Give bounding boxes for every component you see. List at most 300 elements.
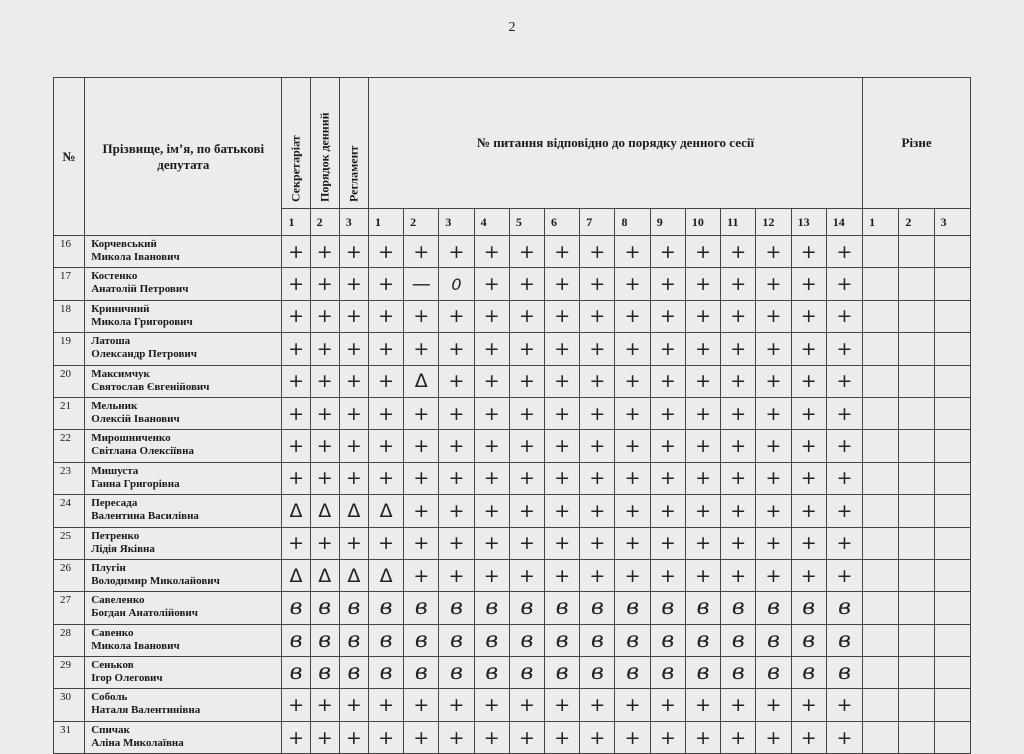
- vote-mark: +: [721, 689, 756, 721]
- vote-mark: +: [615, 689, 650, 721]
- vote-mark: +: [509, 430, 544, 462]
- vote-mark: +: [368, 721, 403, 753]
- row-number: 25: [54, 527, 85, 559]
- vote-mark: в: [650, 624, 685, 656]
- vote-mark: [934, 365, 970, 397]
- vote-mark: +: [791, 300, 826, 332]
- question-number: 1: [368, 209, 403, 236]
- vote-mark: в: [580, 592, 615, 624]
- vote-mark: +: [721, 365, 756, 397]
- vote-mark: +: [474, 462, 509, 494]
- vote-mark: +: [439, 689, 474, 721]
- procedural-number: 1: [282, 209, 310, 236]
- vote-mark: +: [685, 462, 720, 494]
- question-number: 8: [615, 209, 650, 236]
- vote-mark: в: [474, 592, 509, 624]
- vote-mark: [934, 430, 970, 462]
- vote-mark: +: [474, 268, 509, 300]
- vote-mark: +: [650, 430, 685, 462]
- vote-mark: +: [580, 236, 615, 268]
- vote-mark: +: [791, 689, 826, 721]
- vote-mark: в: [826, 592, 862, 624]
- vote-mark: +: [756, 689, 791, 721]
- deputy-surname: Пересада: [91, 497, 138, 510]
- vote-mark: +: [282, 397, 310, 429]
- vote-mark: в: [282, 624, 310, 656]
- vote-mark: в: [756, 657, 791, 689]
- deputy-surname: Криничний: [91, 302, 150, 315]
- vote-mark: +: [756, 495, 791, 527]
- vote-mark: +: [439, 236, 474, 268]
- vote-mark: +: [756, 397, 791, 429]
- vote-mark: +: [509, 300, 544, 332]
- table-row: [54, 462, 971, 494]
- row-number: 28: [54, 624, 85, 656]
- row-number: 19: [54, 333, 85, 365]
- vote-mark: +: [474, 721, 509, 753]
- question-number: 12: [756, 209, 791, 236]
- vote-mark: [899, 527, 934, 559]
- vote-mark: +: [650, 721, 685, 753]
- vote-mark: +: [685, 430, 720, 462]
- vote-mark: +: [615, 495, 650, 527]
- vote-mark: +: [339, 365, 368, 397]
- vote-mark: +: [650, 236, 685, 268]
- vote-mark: в: [509, 624, 544, 656]
- procedural-number: 3: [339, 209, 368, 236]
- vote-mark: [863, 721, 899, 753]
- vote-mark: [934, 462, 970, 494]
- vote-mark: +: [545, 236, 580, 268]
- deputy-surname: Мельник: [91, 399, 138, 412]
- row-number: 20: [54, 365, 85, 397]
- vote-mark: в: [545, 592, 580, 624]
- row-number: 17: [54, 268, 85, 300]
- vote-mark: [863, 689, 899, 721]
- vote-mark: +: [310, 365, 339, 397]
- vote-mark: +: [282, 365, 310, 397]
- vote-mark: в: [685, 624, 720, 656]
- vote-mark: +: [310, 721, 339, 753]
- vote-mark: Δ: [339, 559, 368, 591]
- vote-mark: +: [791, 527, 826, 559]
- vote-mark: +: [580, 397, 615, 429]
- vote-mark: +: [339, 397, 368, 429]
- vote-mark: +: [439, 462, 474, 494]
- vote-mark: [934, 689, 970, 721]
- vote-mark: +: [756, 300, 791, 332]
- vote-mark: в: [791, 592, 826, 624]
- vote-mark: Δ: [404, 365, 439, 397]
- vote-mark: в: [615, 592, 650, 624]
- vote-mark: +: [721, 559, 756, 591]
- vote-mark: в: [580, 624, 615, 656]
- vote-mark: +: [650, 689, 685, 721]
- vote-mark: +: [756, 721, 791, 753]
- vote-mark: +: [580, 333, 615, 365]
- vote-mark: +: [368, 430, 403, 462]
- vote-mark: в: [368, 592, 403, 624]
- vote-mark: +: [474, 689, 509, 721]
- vote-mark: +: [368, 527, 403, 559]
- misc-number: 3: [934, 209, 970, 236]
- vote-mark: +: [404, 559, 439, 591]
- deputy-given-names: Микола Іванович: [91, 251, 180, 263]
- vote-mark: +: [368, 333, 403, 365]
- vote-mark: +: [545, 397, 580, 429]
- vote-mark: +: [826, 721, 862, 753]
- vote-mark: +: [282, 430, 310, 462]
- vote-mark: +: [282, 268, 310, 300]
- vote-mark: в: [339, 624, 368, 656]
- vote-mark: +: [310, 430, 339, 462]
- vote-mark: +: [509, 462, 544, 494]
- deputy-given-names: Валентина Василівна: [91, 510, 199, 523]
- vote-mark: +: [474, 559, 509, 591]
- vote-mark: +: [685, 495, 720, 527]
- vote-mark: +: [580, 527, 615, 559]
- vote-mark: [863, 365, 899, 397]
- vote-mark: +: [509, 721, 544, 753]
- row-number: 24: [54, 495, 85, 527]
- vote-mark: +: [826, 365, 862, 397]
- deputy-name: [85, 236, 282, 268]
- vote-mark: +: [545, 721, 580, 753]
- vote-mark: в: [791, 657, 826, 689]
- deputy-given-names: Володимир Миколайович: [91, 574, 220, 587]
- row-number: 18: [54, 300, 85, 332]
- vote-mark: +: [545, 365, 580, 397]
- vote-mark: в: [404, 657, 439, 689]
- vote-mark: +: [368, 365, 403, 397]
- vote-mark: [863, 592, 899, 624]
- deputy-surname: Максимчук: [91, 367, 150, 380]
- vote-mark: +: [721, 268, 756, 300]
- deputy-given-names: Олексій Іванович: [91, 412, 180, 425]
- vote-mark: +: [282, 527, 310, 559]
- vote-mark: +: [439, 397, 474, 429]
- vote-mark: в: [509, 657, 544, 689]
- vote-mark: +: [826, 462, 862, 494]
- vote-mark: +: [721, 721, 756, 753]
- vote-mark: [934, 333, 970, 365]
- vote-mark: в: [545, 624, 580, 656]
- table-row: [54, 495, 971, 527]
- vote-mark: +: [580, 689, 615, 721]
- question-number: 3: [439, 209, 474, 236]
- vote-mark: +: [282, 689, 310, 721]
- deputy-given-names: Ігор Олегович: [91, 672, 163, 685]
- vote-mark: +: [509, 397, 544, 429]
- vote-mark: +: [310, 268, 339, 300]
- vote-mark: Δ: [368, 495, 403, 527]
- vote-mark: в: [791, 624, 826, 656]
- vote-mark: +: [439, 333, 474, 365]
- vote-mark: +: [509, 527, 544, 559]
- vote-mark: в: [474, 657, 509, 689]
- vote-mark: в: [310, 624, 339, 656]
- vote-mark: +: [282, 300, 310, 332]
- vote-mark: +: [615, 300, 650, 332]
- deputy-name: [85, 689, 282, 721]
- vote-mark: [863, 462, 899, 494]
- vote-mark: +: [615, 397, 650, 429]
- vote-mark: +: [826, 333, 862, 365]
- vote-mark: [863, 624, 899, 656]
- table-row: [54, 721, 971, 753]
- vote-mark: +: [685, 397, 720, 429]
- vote-mark: +: [826, 300, 862, 332]
- vote-mark: в: [756, 592, 791, 624]
- deputy-name: [85, 527, 282, 559]
- vote-mark: +: [791, 268, 826, 300]
- vote-mark: +: [310, 689, 339, 721]
- deputy-surname: Мирошниченко: [91, 432, 171, 445]
- vote-mark: в: [282, 592, 310, 624]
- vote-mark: +: [685, 333, 720, 365]
- vote-mark: [899, 689, 934, 721]
- vote-mark: +: [339, 462, 368, 494]
- vote-mark: +: [474, 397, 509, 429]
- vote-mark: в: [615, 624, 650, 656]
- vote-mark: +: [404, 689, 439, 721]
- vote-mark: +: [721, 495, 756, 527]
- vote-mark: [899, 236, 934, 268]
- vote-mark: +: [282, 236, 310, 268]
- vote-mark: +: [721, 430, 756, 462]
- vote-mark: +: [339, 333, 368, 365]
- vote-mark: +: [282, 462, 310, 494]
- vote-mark: +: [439, 300, 474, 332]
- row-number: 30: [54, 689, 85, 721]
- table-row: [54, 236, 971, 268]
- table-row: [54, 268, 971, 300]
- vote-mark: +: [791, 721, 826, 753]
- vote-mark: +: [826, 495, 862, 527]
- vote-mark: Δ: [282, 495, 310, 527]
- deputy-given-names: Ганна Григорівна: [91, 477, 180, 490]
- vote-mark: в: [404, 592, 439, 624]
- vote-mark: [899, 300, 934, 332]
- vote-mark: в: [685, 592, 720, 624]
- vote-mark: +: [685, 268, 720, 300]
- vote-mark: +: [685, 300, 720, 332]
- vote-mark: +: [404, 462, 439, 494]
- vote-mark: [934, 527, 970, 559]
- deputy-surname: Соболь: [91, 691, 128, 704]
- vote-mark: +: [580, 495, 615, 527]
- vote-mark: +: [580, 300, 615, 332]
- table-row: [54, 592, 971, 624]
- misc-number: 1: [863, 209, 899, 236]
- vote-mark: +: [310, 236, 339, 268]
- deputy-surname: Плугін: [91, 561, 126, 574]
- deputy-given-names: Микола Іванович: [91, 639, 180, 652]
- deputy-surname: Корчевський: [91, 238, 157, 250]
- vote-mark: +: [685, 365, 720, 397]
- vote-mark: [899, 495, 934, 527]
- row-number: 16: [54, 236, 85, 268]
- vote-mark: +: [404, 495, 439, 527]
- vote-mark: в: [826, 657, 862, 689]
- vote-mark: +: [685, 527, 720, 559]
- vote-mark: в: [439, 592, 474, 624]
- table-row: [54, 689, 971, 721]
- vote-mark: [899, 462, 934, 494]
- vote-mark: +: [615, 462, 650, 494]
- vote-mark: +: [791, 365, 826, 397]
- vote-mark: [863, 657, 899, 689]
- vote-mark: +: [615, 333, 650, 365]
- vote-mark: [934, 624, 970, 656]
- vote-mark: в: [650, 592, 685, 624]
- table-row: [54, 657, 971, 689]
- vote-mark: в: [339, 657, 368, 689]
- vote-mark: +: [580, 430, 615, 462]
- vote-mark: +: [509, 333, 544, 365]
- vote-mark: +: [756, 236, 791, 268]
- vote-mark: +: [368, 397, 403, 429]
- vote-mark: +: [404, 333, 439, 365]
- deputy-surname: Петренко: [91, 529, 140, 542]
- vote-mark: +: [721, 236, 756, 268]
- vote-mark: в: [826, 624, 862, 656]
- table-row: [54, 559, 971, 591]
- question-number: 6: [545, 209, 580, 236]
- vote-mark: +: [826, 559, 862, 591]
- vote-mark: +: [826, 430, 862, 462]
- vote-mark: +: [310, 397, 339, 429]
- row-number: 29: [54, 657, 85, 689]
- vote-mark: +: [474, 236, 509, 268]
- vote-mark: в: [368, 657, 403, 689]
- question-number: 10: [685, 209, 720, 236]
- deputy-name: [85, 624, 282, 656]
- vote-mark: +: [650, 559, 685, 591]
- deputy-surname: Спичак: [91, 723, 130, 736]
- vote-mark: +: [404, 430, 439, 462]
- deputy-surname: Сеньков: [91, 659, 134, 672]
- vote-mark: в: [509, 592, 544, 624]
- table-row: [54, 624, 971, 656]
- vote-mark: +: [545, 430, 580, 462]
- vote-mark: +: [509, 236, 544, 268]
- vote-mark: +: [368, 462, 403, 494]
- deputy-name: [85, 462, 282, 494]
- vote-mark: [863, 268, 899, 300]
- vote-mark: [934, 592, 970, 624]
- vote-mark: в: [404, 624, 439, 656]
- vote-mark: +: [439, 365, 474, 397]
- vote-mark: +: [439, 495, 474, 527]
- vote-mark: +: [756, 462, 791, 494]
- vote-mark: +: [791, 495, 826, 527]
- vote-mark: [934, 657, 970, 689]
- deputy-surname: Мишуста: [91, 464, 139, 477]
- vote-mark: +: [615, 365, 650, 397]
- vote-mark: [934, 495, 970, 527]
- row-number: 27: [54, 592, 85, 624]
- vote-mark: в: [310, 657, 339, 689]
- deputy-name: [85, 721, 282, 753]
- vote-mark: +: [580, 559, 615, 591]
- vote-mark: [934, 236, 970, 268]
- vote-mark: +: [791, 430, 826, 462]
- vote-mark: [934, 268, 970, 300]
- vote-mark: +: [791, 397, 826, 429]
- vote-mark: +: [580, 721, 615, 753]
- vote-mark: +: [439, 527, 474, 559]
- deputy-surname: Латоша: [91, 335, 131, 348]
- header-name: Прізвище, ім’я, по батькові депутата: [85, 78, 282, 236]
- header-regulation: Регламент: [339, 78, 368, 209]
- deputy-name: [85, 657, 282, 689]
- vote-mark: в: [310, 592, 339, 624]
- table-row: [54, 300, 971, 332]
- vote-mark: +: [339, 430, 368, 462]
- vote-mark: +: [756, 268, 791, 300]
- vote-mark: [863, 527, 899, 559]
- vote-mark: +: [721, 527, 756, 559]
- vote-mark: +: [545, 333, 580, 365]
- vote-mark: +: [339, 236, 368, 268]
- procedural-number: 2: [310, 209, 339, 236]
- deputy-given-names: Світлана Олексіївна: [91, 445, 194, 458]
- vote-mark: +: [439, 430, 474, 462]
- vote-mark: +: [310, 300, 339, 332]
- deputy-given-names: Микола Григорович: [91, 315, 193, 328]
- table-row: [54, 365, 971, 397]
- vote-mark: [863, 495, 899, 527]
- vote-mark: +: [650, 365, 685, 397]
- vote-mark: [863, 236, 899, 268]
- vote-mark: +: [826, 689, 862, 721]
- deputy-given-names: Наталя Валентинівна: [91, 704, 201, 717]
- header-questions: № питання відповідно до порядку денного сесії: [368, 78, 862, 209]
- vote-mark: в: [615, 657, 650, 689]
- vote-mark: в: [545, 657, 580, 689]
- deputy-name: [85, 592, 282, 624]
- deputy-surname: Савенко: [91, 626, 134, 639]
- vote-mark: в: [650, 657, 685, 689]
- deputy-surname: Савеленко: [91, 594, 145, 607]
- row-number: 31: [54, 721, 85, 753]
- vote-mark: Δ: [339, 495, 368, 527]
- vote-mark: в: [368, 624, 403, 656]
- vote-mark: +: [339, 721, 368, 753]
- vote-mark: +: [474, 495, 509, 527]
- question-number: 11: [721, 209, 756, 236]
- vote-mark: в: [282, 657, 310, 689]
- vote-mark: +: [580, 462, 615, 494]
- vote-mark: [899, 333, 934, 365]
- question-number: 14: [826, 209, 862, 236]
- vote-mark: в: [439, 657, 474, 689]
- vote-mark: +: [721, 333, 756, 365]
- vote-mark: +: [545, 559, 580, 591]
- vote-mark: в: [756, 624, 791, 656]
- vote-mark: +: [404, 236, 439, 268]
- vote-mark: +: [368, 689, 403, 721]
- deputy-given-names: Олександр Петрович: [91, 348, 197, 361]
- deputy-name: [85, 365, 282, 397]
- vote-mark: [899, 592, 934, 624]
- vote-mark: +: [474, 365, 509, 397]
- row-number: 23: [54, 462, 85, 494]
- vote-mark: +: [721, 462, 756, 494]
- vote-mark: +: [509, 559, 544, 591]
- vote-mark: [899, 430, 934, 462]
